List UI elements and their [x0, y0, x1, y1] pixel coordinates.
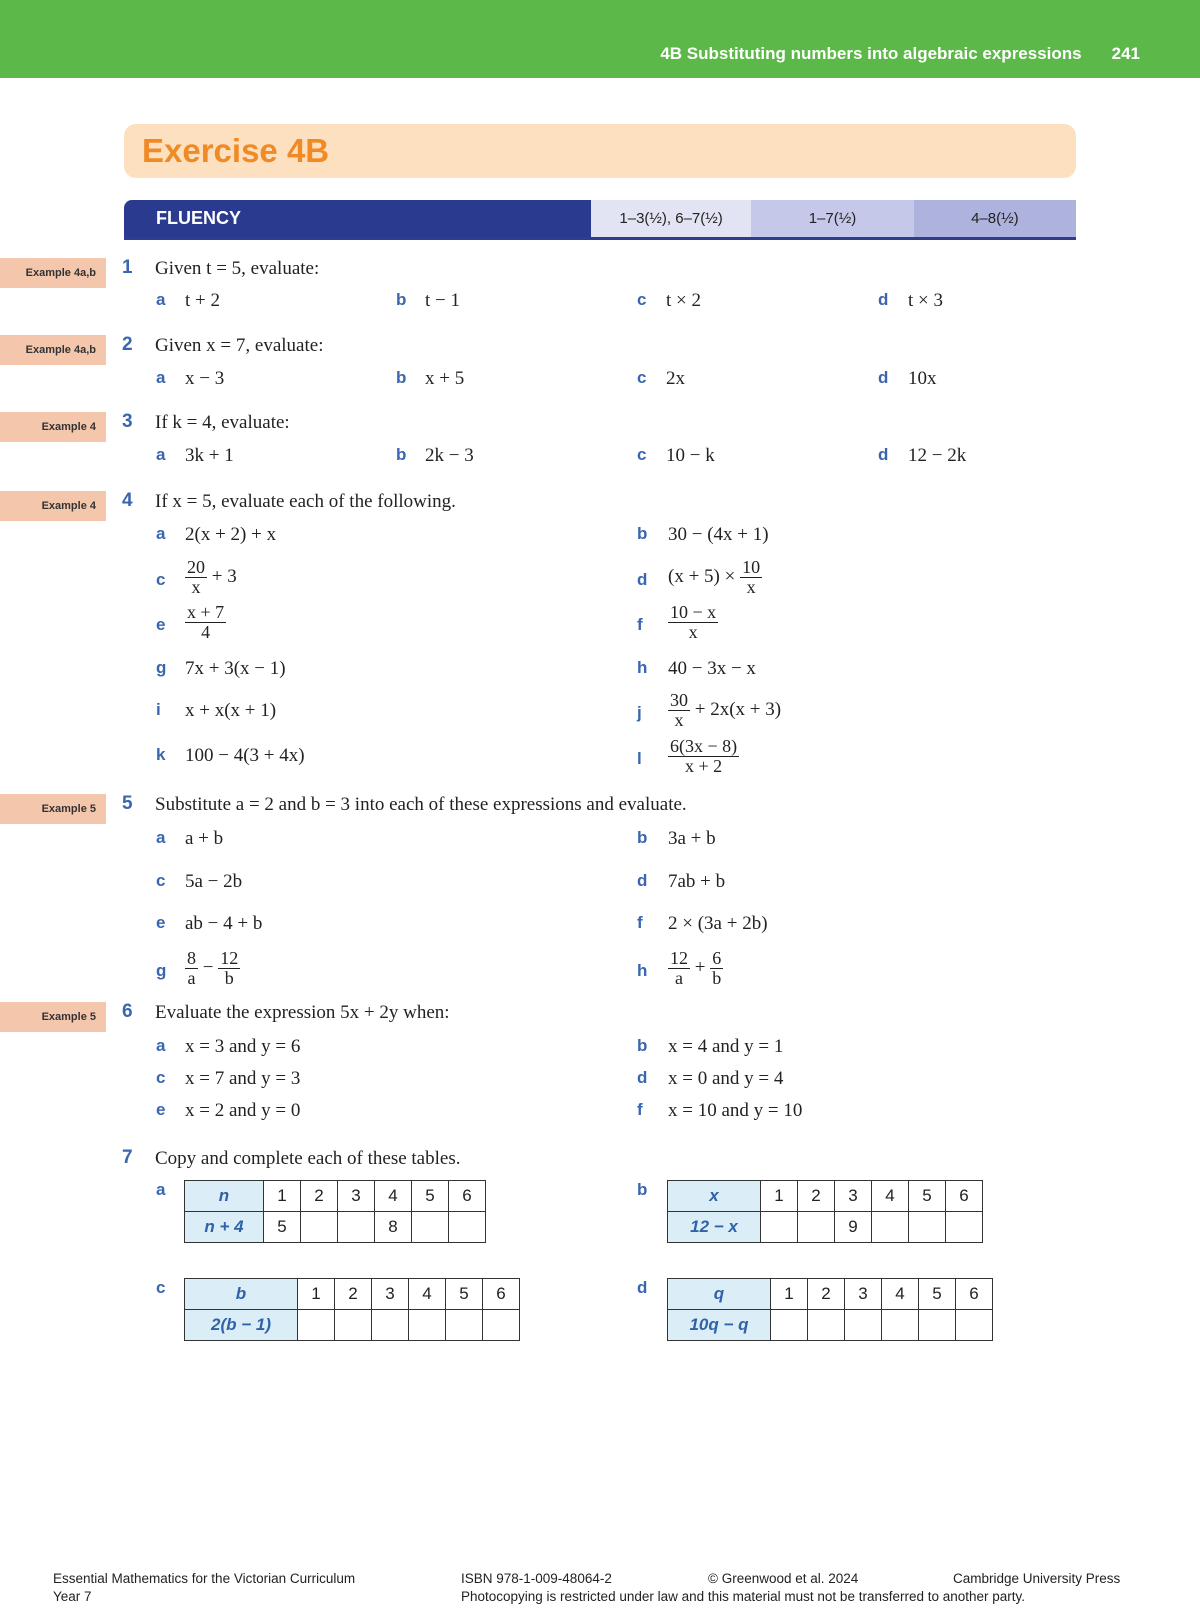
fluency-pathway-3: 4–8(½) [914, 200, 1076, 237]
numerator: 8 [187, 948, 196, 968]
table-cell [412, 1212, 449, 1243]
expression: t − 1 [425, 290, 460, 311]
expression [668, 691, 781, 730]
expression: 100 − 4(3 + 4x) [185, 745, 305, 766]
question-number: 2 [122, 334, 133, 355]
part-label: j [637, 703, 642, 722]
table-cell: 3 [338, 1181, 375, 1212]
row-header: x [668, 1181, 761, 1212]
table-cell: 5 [412, 1181, 449, 1212]
table-cell: 2 [335, 1279, 372, 1310]
question-number: 1 [122, 257, 133, 278]
question-text: Given t = 5, evaluate: [155, 258, 320, 279]
table-cell [956, 1310, 993, 1341]
fluency-pathway-2: 1–7(½) [751, 200, 913, 237]
expression [185, 603, 226, 642]
denominator: x [688, 621, 698, 642]
table-cell [919, 1310, 956, 1341]
table-cell [872, 1212, 909, 1243]
row-header: 10q − q [668, 1310, 771, 1341]
fraction [185, 558, 207, 597]
expression: x − 3 [185, 368, 225, 389]
header-bar [0, 0, 1200, 78]
expression [668, 603, 718, 642]
numerator: 12 [670, 948, 688, 968]
fraction [185, 603, 226, 642]
expression: t × 3 [908, 290, 943, 311]
table-cell [771, 1310, 808, 1341]
expression [185, 558, 237, 597]
expression: 2 × (3a + 2b) [668, 913, 768, 934]
expression: 2(x + 2) + x [185, 524, 277, 545]
value-table-d [667, 1278, 993, 1341]
part-label: g [156, 961, 167, 980]
table-cell [798, 1212, 835, 1243]
part-label: g [156, 658, 167, 677]
table-cell [298, 1310, 335, 1341]
table-cell: 4 [409, 1279, 446, 1310]
table-cell: 2 [301, 1181, 338, 1212]
part-label: d [637, 570, 648, 589]
table-row [185, 1212, 486, 1243]
table-cell [335, 1310, 372, 1341]
part-label: b [637, 1180, 648, 1199]
example-tag-q2[interactable]: Example 4a,b [0, 335, 106, 365]
denominator: x [191, 576, 201, 597]
table-row [185, 1181, 486, 1212]
fluency-pathway-1: 1–3(½), 6–7(½) [591, 200, 751, 237]
expression: 7ab + b [668, 871, 726, 892]
part-label: k [156, 745, 166, 764]
table-cell: 8 [375, 1212, 412, 1243]
numerator: 6(3x − 8) [670, 736, 738, 756]
fraction [668, 691, 690, 730]
question-number: 7 [122, 1147, 133, 1168]
fraction [218, 949, 240, 988]
denominator: 4 [201, 621, 211, 642]
example-tag-q1[interactable]: Example 4a,b [0, 258, 106, 288]
numerator: 10 − x [670, 602, 717, 622]
table-cell [946, 1212, 983, 1243]
question-text: Given x = 7, evaluate: [155, 335, 324, 356]
table-cell: 1 [298, 1279, 335, 1310]
expression: x + 5 [425, 368, 465, 389]
question-text: Evaluate the expression 5x + 2y when: [155, 1002, 450, 1023]
table-cell: 3 [835, 1181, 872, 1212]
example-tag-q4[interactable]: Example 4 [0, 491, 106, 521]
part-label: a [156, 1036, 166, 1055]
denominator: a [187, 967, 196, 988]
fluency-label: FLUENCY [124, 200, 591, 237]
part-label: f [637, 615, 643, 634]
section-title: 4B Substituting numbers into algebraic expressions [660, 44, 1082, 63]
denominator: b [712, 967, 722, 988]
numerator: 6 [712, 948, 722, 968]
expression: 10 − k [666, 445, 715, 466]
part-label: e [156, 615, 166, 634]
expression: a + b [185, 828, 224, 849]
expression: x = 3 and y = 6 [185, 1036, 301, 1057]
part-label: b [637, 524, 648, 543]
row-header: 12 − x [668, 1212, 761, 1243]
part-label: h [637, 658, 648, 677]
part-label: d [878, 368, 889, 387]
header-text [660, 44, 1140, 64]
table-cell [301, 1212, 338, 1243]
question-text: Copy and complete each of these tables. [155, 1148, 461, 1169]
page-number: 241 [1111, 44, 1140, 63]
numerator: 10 [742, 557, 761, 577]
part-label: d [878, 290, 889, 309]
part-label: c [637, 368, 647, 387]
footer-isbn: ISBN 978-1-009-48064-2 [461, 1571, 612, 1586]
part-label: a [156, 445, 166, 464]
table-cell [761, 1212, 798, 1243]
exercise-title: Exercise 4B [142, 132, 330, 169]
table-cell: 6 [956, 1279, 993, 1310]
table-cell: 6 [483, 1279, 520, 1310]
fraction [668, 737, 739, 776]
denominator: x [674, 709, 684, 730]
table-cell [449, 1212, 486, 1243]
fraction [740, 558, 762, 597]
fraction [668, 603, 718, 642]
part-label: d [878, 445, 889, 464]
row-header: 2(b − 1) [185, 1310, 298, 1341]
operator: − [202, 956, 214, 978]
part-label: c [156, 1278, 166, 1297]
numerator: x + 7 [187, 602, 225, 622]
part-label: d [637, 1068, 648, 1087]
table-cell: 4 [872, 1181, 909, 1212]
table-cell: 3 [372, 1279, 409, 1310]
part-label: a [156, 290, 166, 309]
row-header: n [185, 1181, 264, 1212]
table-cell [882, 1310, 919, 1341]
numerator: 20 [187, 557, 205, 577]
table-cell: 2 [808, 1279, 845, 1310]
table-cell [808, 1310, 845, 1341]
expression: ab − 4 + b [185, 913, 263, 934]
part-label: l [637, 749, 642, 768]
expression-rest: + 2x(x + 3) [694, 698, 782, 720]
table-cell: 5 [264, 1212, 301, 1243]
value-table-b [667, 1180, 983, 1243]
row-header: b [185, 1279, 298, 1310]
part-label: e [156, 1100, 166, 1119]
table-cell [446, 1310, 483, 1341]
exercise-title-box [124, 124, 1076, 178]
table-cell [338, 1212, 375, 1243]
table-row [668, 1310, 993, 1341]
expression: 3a + b [668, 828, 716, 849]
part-label: e [156, 913, 166, 932]
footer-copyright: © Greenwood et al. 2024 [708, 1571, 859, 1586]
expression: x + x(x + 1) [185, 700, 277, 721]
table-cell [845, 1310, 882, 1341]
expression-prefix: (x + 5) × [668, 565, 736, 587]
denominator: x + 2 [684, 755, 723, 776]
operator: + [694, 956, 706, 978]
table-row [185, 1310, 520, 1341]
fraction [710, 949, 723, 988]
table-cell: 5 [919, 1279, 956, 1310]
part-label: c [156, 871, 166, 890]
part-label: a [156, 1180, 166, 1199]
question-text: If k = 4, evaluate: [155, 412, 290, 433]
expression: 10x [908, 368, 937, 389]
table-cell [483, 1310, 520, 1341]
table-cell: 6 [946, 1181, 983, 1212]
part-label: i [156, 700, 161, 719]
part-label: d [637, 871, 648, 890]
part-label: d [637, 1278, 648, 1297]
footer-book-title: Essential Mathematics for the Victorian Curriculum [53, 1571, 356, 1586]
expression: 12 − 2k [908, 445, 967, 466]
value-table-a [184, 1180, 486, 1243]
table-cell: 1 [264, 1181, 301, 1212]
expression: 2x [666, 368, 685, 389]
table-cell: 6 [449, 1181, 486, 1212]
example-tag-q6[interactable]: Example 5 [0, 1002, 106, 1032]
table-cell: 3 [845, 1279, 882, 1310]
expression: x = 7 and y = 3 [185, 1068, 301, 1089]
question-number: 4 [122, 490, 133, 511]
expression: 3k + 1 [185, 445, 234, 466]
table-cell: 5 [446, 1279, 483, 1310]
expression: t × 2 [666, 290, 701, 311]
table-cell: 1 [771, 1279, 808, 1310]
numerator: 30 [670, 690, 688, 710]
part-label: a [156, 524, 166, 543]
question-text: If x = 5, evaluate each of the following. [155, 491, 456, 512]
expression: 5a − 2b [185, 871, 243, 892]
table-cell [909, 1212, 946, 1243]
part-label: c [637, 290, 647, 309]
part-label: c [637, 445, 647, 464]
question-number: 3 [122, 411, 133, 432]
fraction [668, 949, 690, 988]
expression [668, 949, 723, 988]
part-label: f [637, 1100, 643, 1119]
table-cell: 4 [375, 1181, 412, 1212]
example-tag-q3[interactable]: Example 4 [0, 412, 106, 442]
numerator: 12 [220, 948, 239, 968]
expression [185, 949, 240, 988]
question-text: Substitute a = 2 and b = 3 into each of these expressions and evaluate. [155, 794, 687, 815]
expression: 2k − 3 [425, 445, 474, 466]
table-row [668, 1181, 983, 1212]
part-label: b [637, 1036, 648, 1055]
expression: x = 10 and y = 10 [668, 1100, 803, 1121]
table-cell: 2 [798, 1181, 835, 1212]
part-label: c [156, 570, 166, 589]
denominator: x [746, 576, 756, 597]
row-header: n + 4 [185, 1212, 264, 1243]
table-cell: 5 [909, 1181, 946, 1212]
footer-publisher: Cambridge University Press [953, 1571, 1121, 1586]
part-label: c [156, 1068, 166, 1087]
example-tag-q5[interactable]: Example 5 [0, 794, 106, 824]
question-number: 5 [122, 793, 133, 814]
expression: x = 2 and y = 0 [185, 1100, 301, 1121]
part-label: h [637, 961, 648, 980]
part-label: b [637, 828, 648, 847]
part-label: b [396, 445, 407, 464]
expression [668, 558, 762, 597]
expression: t + 2 [185, 290, 220, 311]
expression [668, 737, 739, 776]
part-label: b [396, 368, 407, 387]
denominator: a [675, 967, 683, 988]
table-row [668, 1212, 983, 1243]
expression: 40 − 3x − x [668, 658, 756, 679]
table-cell: 1 [761, 1181, 798, 1212]
table-row [668, 1279, 993, 1310]
table-cell [372, 1310, 409, 1341]
expression: x = 0 and y = 4 [668, 1068, 784, 1089]
table-cell [409, 1310, 446, 1341]
footer-year: Year 7 [53, 1589, 92, 1604]
table-cell: 4 [882, 1279, 919, 1310]
expression: 7x + 3(x − 1) [185, 658, 286, 679]
value-table-c [184, 1278, 520, 1341]
table-cell: 9 [835, 1212, 872, 1243]
footer-notice: Photocopying is restricted under law and this material must not be transferred to another party. [461, 1589, 1026, 1604]
fraction [185, 949, 198, 988]
table-row [185, 1279, 520, 1310]
row-header: q [668, 1279, 771, 1310]
part-label: f [637, 913, 643, 932]
expression-rest: + 3 [211, 565, 237, 587]
part-label: a [156, 368, 166, 387]
part-label: b [396, 290, 407, 309]
expression: x = 4 and y = 1 [668, 1036, 784, 1057]
question-number: 6 [122, 1001, 133, 1022]
fluency-bar [124, 200, 1076, 240]
part-label: a [156, 828, 166, 847]
denominator: b [224, 967, 234, 988]
expression: 30 − (4x + 1) [668, 524, 769, 545]
